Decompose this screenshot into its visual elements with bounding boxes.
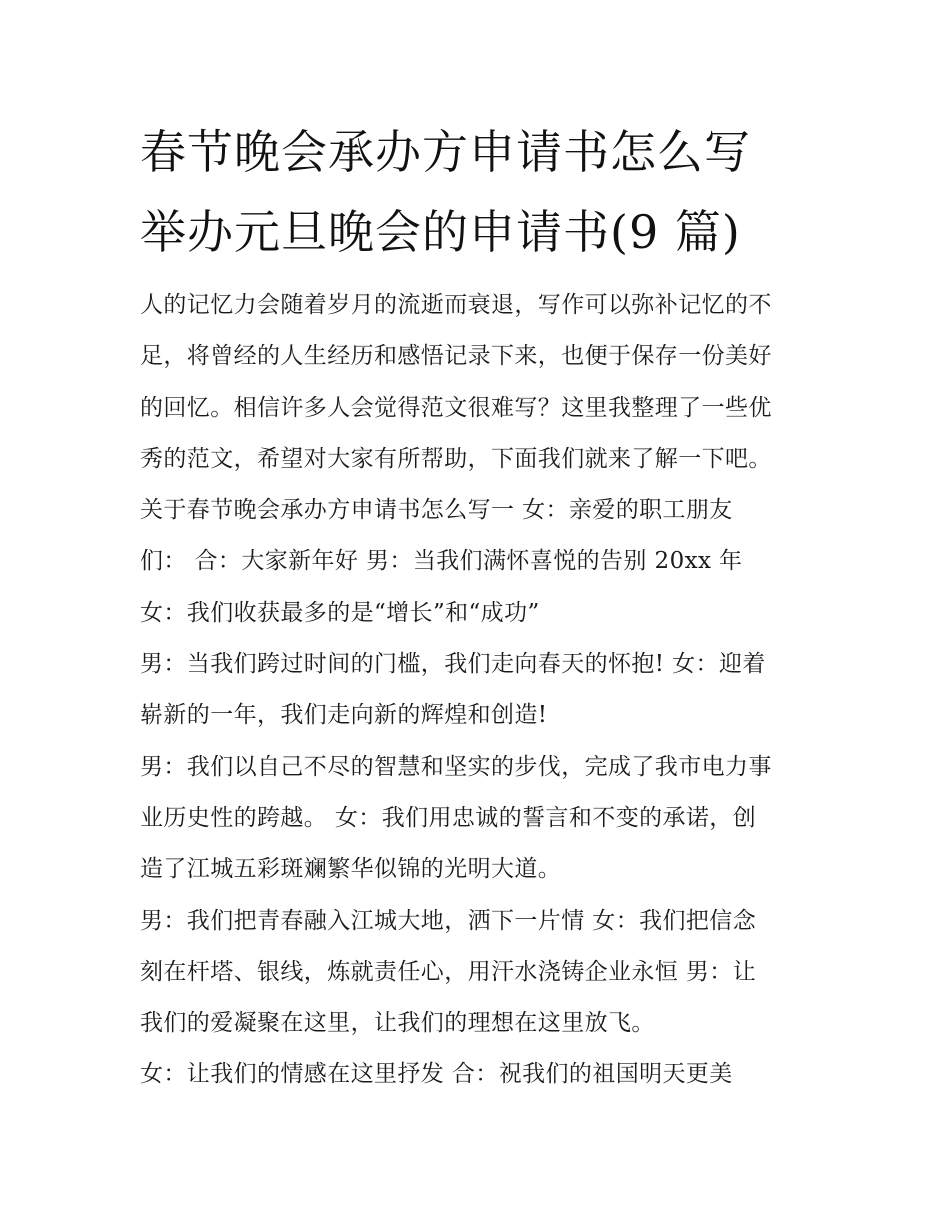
body-line: 业历史性的跨越。 女：我们用忠诚的誓言和不变的承诺，创 bbox=[140, 804, 757, 831]
body-line: 女：我们收获最多的是“增长”和“成功” bbox=[140, 599, 540, 626]
body-line: 造了江城五彩斑斓繁华似锦的光明大道。 bbox=[140, 856, 562, 883]
body-line: 关于春节晚会承办方申请书怎么写一 女：亲爱的职工朋友 bbox=[140, 497, 733, 524]
body-line: 秀的范文，希望对大家有所帮助，下面我们就来了解一下吧。 bbox=[140, 445, 772, 472]
body-line: 人的记忆力会随着岁月的流逝而衰退，写作可以弥补记忆的不 bbox=[140, 292, 772, 318]
body-line: 崭新的一年，我们走向新的辉煌和创造! bbox=[140, 702, 548, 729]
body-line: 男：我们以自己不尽的智慧和坚实的步伐，完成了我市电力事 bbox=[140, 753, 772, 780]
document-body bbox=[140, 280, 820, 1101]
body-line: 男：当我们跨过时间的门槛，我们走向春天的怀抱! 女：迎着 bbox=[140, 651, 766, 678]
body-line: 我们的爱凝聚在这里，让我们的理想在这里放飞。 bbox=[140, 1010, 655, 1037]
body-line: 男：我们把青春融入江城大地，洒下一片情 女：我们把信念 bbox=[140, 907, 757, 934]
body-line: 刻在杆塔、银线，炼就责任心，用汗水浇铸企业永恒 男：让 bbox=[140, 958, 757, 985]
document-title bbox=[140, 112, 830, 272]
title-line-1: 春节晚会承办方申请书怎么写 bbox=[140, 125, 751, 179]
body-line: 足，将曾经的人生经历和感悟记录下来，也便于保存一份美好 bbox=[140, 343, 772, 370]
body-line: 们： 合：大家新年好 男：当我们满怀喜悦的告别 20xx 年 bbox=[140, 548, 743, 575]
body-line: 女：让我们的情感在这里抒发 合：祝我们的祖国明天更美 bbox=[140, 1061, 733, 1088]
title-line-2: 举办元旦晚会的申请书(9 篇) bbox=[140, 205, 741, 259]
body-line: 的回忆。相信许多人会觉得范文很难写？这里我整理了一些优 bbox=[140, 394, 772, 421]
